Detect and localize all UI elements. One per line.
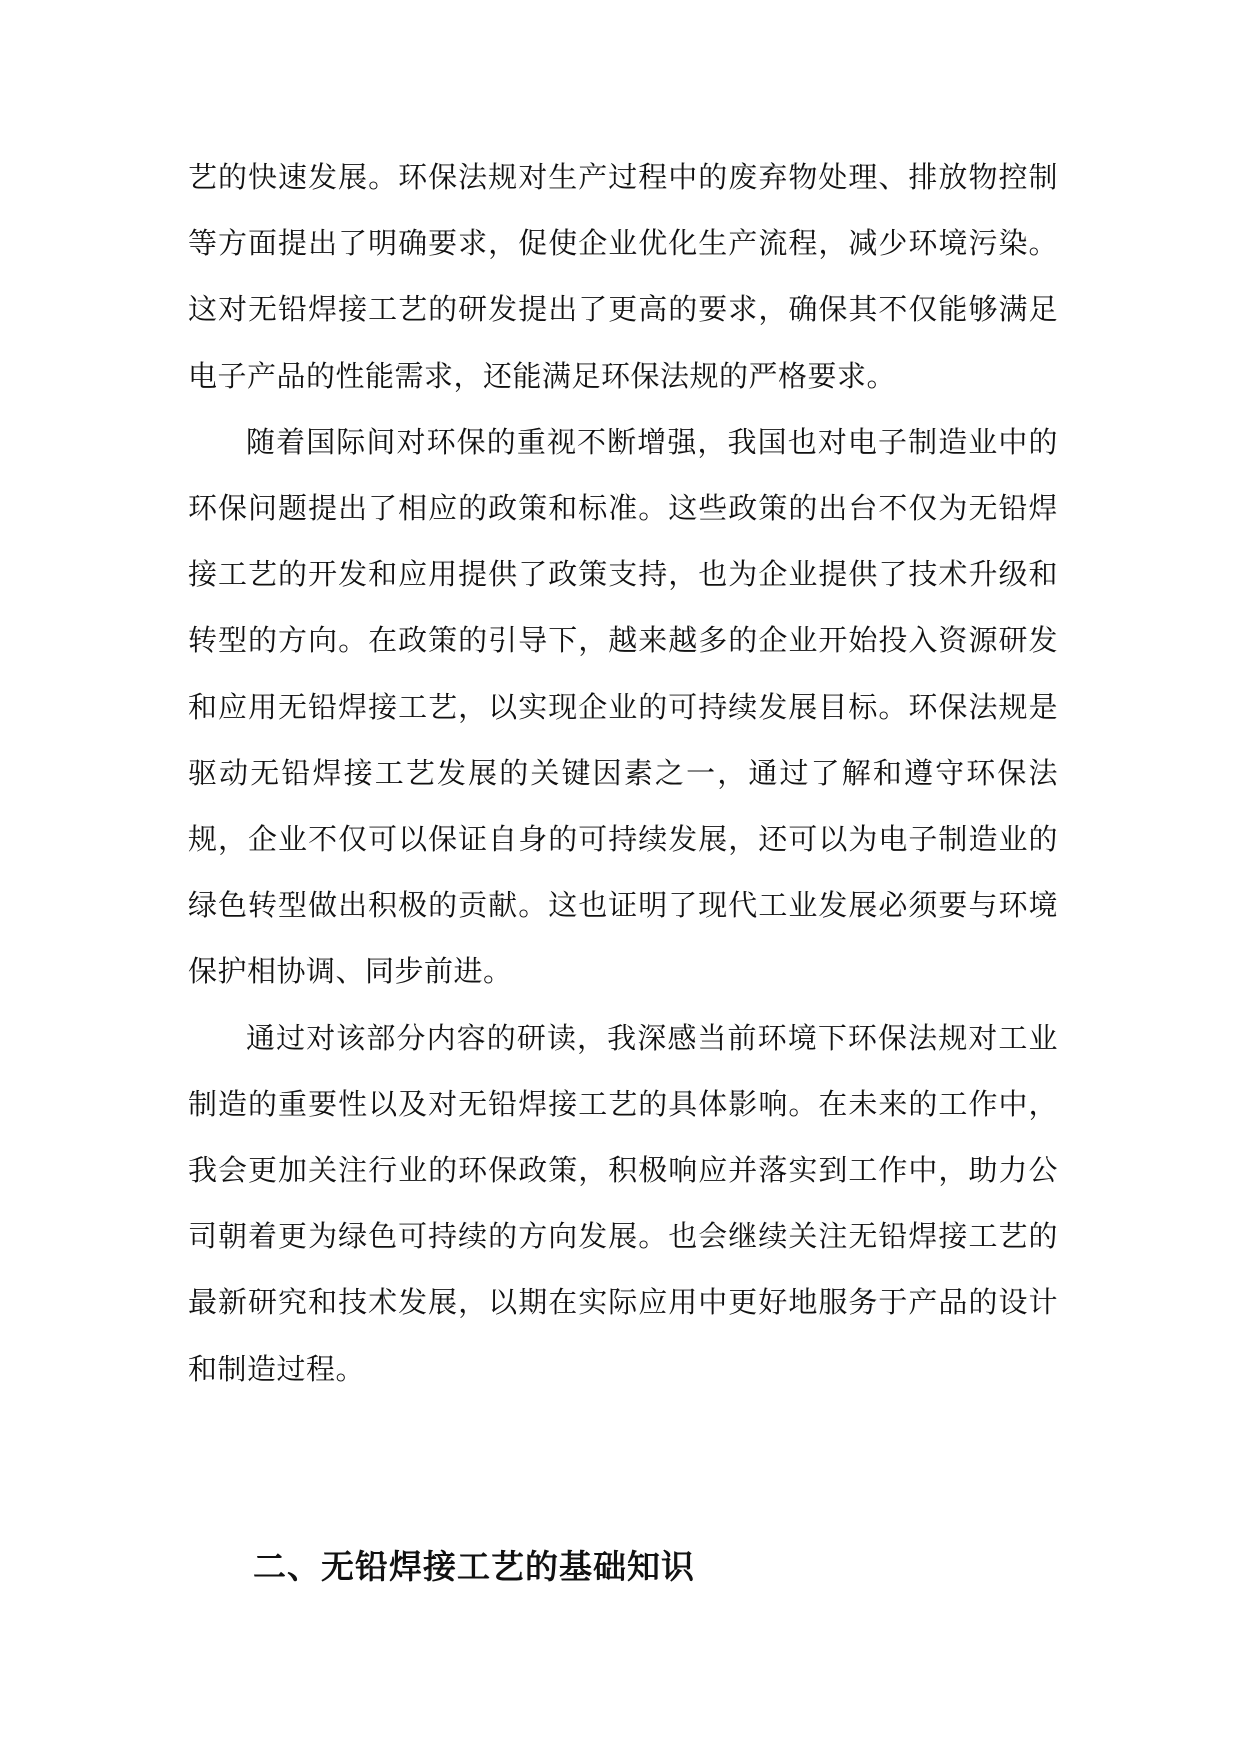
paragraph-environmental-policy: 随着国际间对环保的重视不断增强，我国也对电子制造业中的环保问题提出了相应的政策和标准。这些政策的出台不仅为无铅焊接工艺的开发和应用提供了政策支持，也为企业提供了技术升级和转型的方向。在政策的引导下，越来越多的企业开始投入资源研发和应用无铅焊接工艺，以实现企业的可持续发展目标。环保法规是驱动无铅焊接工艺发展的关键因素之一，通过了解和遵守环保法规，企业不仅可以保证自身的可持续发展，还可以为电子制造业的绿色转型做出积极的贡献。这也证明了现代工业发展必须要与环境保护相协调、同步前进。	[188, 424, 1058, 989]
section-heading: 二、无铅焊接工艺的基础知识	[253, 1547, 695, 1586]
body-text	[188, 144, 1058, 1402]
paragraph-continued: 艺的快速发展。环保法规对生产过程中的废弃物处理、排放物控制等方面提出了明确要求，促使企业优化生产流程，减少环境污染。这对无铅焊接工艺的研发提出了更高的要求，确保其不仅能够满足电子产品的性能需求，还能满足环保法规的严格要求。	[188, 160, 1058, 393]
paragraph-reflection: 通过对该部分内容的研读，我深感当前环境下环保法规对工业制造的重要性以及对无铅焊接工艺的具体影响。在未来的工作中，我会更加关注行业的环保政策，积极响应并落实到工作中，助力公司朝着更为绿色可持续的方向发展。也会继续关注无铅焊接工艺的最新研究和技术发展，以期在实际应用中更好地服务于产品的设计和制造过程。	[188, 1020, 1058, 1386]
